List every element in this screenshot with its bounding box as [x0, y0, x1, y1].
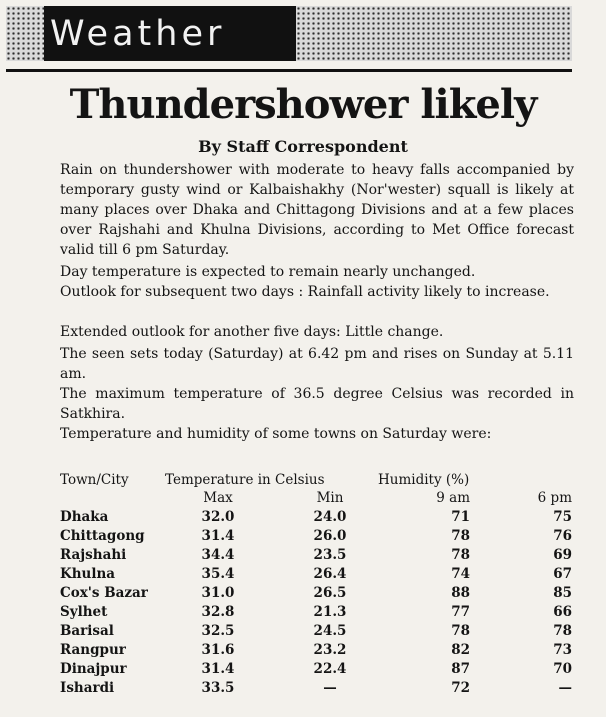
section-banner	[6, 6, 572, 61]
table-row	[60, 546, 580, 565]
article-paragraph-3: Outlook for subsequent two days : Rainfall activity likely to increase.	[60, 284, 550, 300]
cell-humidity-6pm: 78	[553, 623, 572, 639]
cell-humidity-6pm: 67	[553, 566, 572, 582]
cell-max: 33.5	[201, 680, 235, 696]
banner-dot-pattern-left	[6, 6, 44, 61]
article-paragraph-2: Day temperature is expected to remain nearly unchanged.	[60, 264, 476, 280]
article-paragraph-4: Extended outlook for another five days: Little change.	[60, 324, 444, 340]
article-paragraph-5: The seen sets today (Saturday) at 6.42 pm and rises on Sunday at 5.11 am.	[60, 346, 574, 382]
section-title: Weather	[50, 14, 226, 54]
cell-town: Chittagong	[60, 528, 145, 544]
header-humidity: Humidity (%)	[378, 472, 470, 488]
table-row	[60, 622, 580, 641]
table-row	[60, 603, 580, 622]
cell-humidity-9am: 72	[451, 680, 470, 696]
cell-min: 23.5	[313, 547, 347, 563]
article-paragraph-7: Temperature and humidity of some towns on Saturday were:	[60, 426, 492, 442]
cell-humidity-6pm: 73	[553, 642, 572, 658]
table-row	[60, 584, 580, 603]
cell-humidity-9am: 74	[451, 566, 470, 582]
header-temperature: Temperature in Celsius	[165, 472, 325, 488]
header-town: Town/City	[60, 472, 129, 488]
cell-humidity-9am: 78	[451, 623, 470, 639]
cell-town: Ishardi	[60, 680, 115, 696]
cell-max: 32.8	[201, 604, 235, 620]
table-row	[60, 679, 580, 698]
cell-town: Cox's Bazar	[60, 585, 148, 601]
cell-min: 21.3	[313, 604, 347, 620]
cell-min: —	[323, 680, 337, 696]
cell-town: Barisal	[60, 623, 114, 639]
cell-humidity-6pm: —	[558, 680, 572, 696]
headline: Thundershower likely	[69, 81, 537, 128]
cell-town: Sylhet	[60, 604, 108, 620]
cell-humidity-6pm: 75	[553, 509, 572, 525]
cell-max: 31.4	[201, 528, 235, 544]
cell-town: Rajshahi	[60, 547, 127, 563]
cell-humidity-9am: 71	[451, 509, 470, 525]
cell-humidity-9am: 77	[451, 604, 470, 620]
table-row	[60, 660, 580, 679]
divider-rule	[6, 69, 572, 72]
cell-min: 24.5	[313, 623, 347, 639]
table-row	[60, 641, 580, 660]
cell-min: 23.2	[313, 642, 347, 658]
cell-humidity-6pm: 76	[553, 528, 572, 544]
table-row	[60, 527, 580, 546]
cell-max: 31.4	[201, 661, 235, 677]
table-row	[60, 508, 580, 527]
cell-max: 31.0	[201, 585, 235, 601]
cell-humidity-6pm: 66	[553, 604, 572, 620]
article-paragraph-6: The maximum temperature of 36.5 degree Celsius was recorded in Satkhira.	[60, 386, 574, 422]
cell-min: 24.0	[313, 509, 347, 525]
cell-min: 26.0	[313, 528, 347, 544]
cell-min: 22.4	[313, 661, 347, 677]
cell-min: 26.4	[313, 566, 347, 582]
cell-max: 31.6	[201, 642, 235, 658]
banner-dot-pattern-right	[296, 6, 572, 61]
subheader-max: Max	[203, 490, 233, 506]
subheader-6pm: 6 pm	[537, 490, 572, 506]
subheader-min: Min	[316, 490, 344, 506]
cell-humidity-6pm: 70	[553, 661, 572, 677]
cell-max: 32.5	[201, 623, 235, 639]
cell-humidity-6pm: 69	[553, 547, 572, 563]
article-paragraph-1: Rain on thundershower with moderate to heavy falls accompanied by temporary gusty wind or Kalbaishakhy (Nor'wester) squall is likely at many places over Dhaka and Chittagong Divisions and at a few places over Rajshahi and Khulna Divisions, according to Met Office forecast valid till 6 pm Saturday.	[60, 162, 574, 258]
cell-humidity-9am: 78	[451, 528, 470, 544]
cell-humidity-9am: 82	[451, 642, 470, 658]
byline: By Staff Correspondent	[198, 137, 408, 156]
cell-max: 34.4	[201, 547, 235, 563]
cell-humidity-9am: 88	[451, 585, 470, 601]
cell-min: 26.5	[313, 585, 347, 601]
cell-max: 35.4	[201, 566, 235, 582]
cell-humidity-6pm: 85	[553, 585, 572, 601]
cell-humidity-9am: 78	[451, 547, 470, 563]
subheader-9am: 9 am	[436, 490, 470, 506]
cell-humidity-9am: 87	[451, 661, 470, 677]
cell-town: Khulna	[60, 566, 116, 582]
cell-town: Dhaka	[60, 509, 109, 525]
cell-town: Dinajpur	[60, 661, 127, 677]
table-row	[60, 565, 580, 584]
table-subheader-row	[60, 488, 580, 508]
cell-town: Rangpur	[60, 642, 126, 658]
cell-max: 32.0	[201, 509, 235, 525]
table-header-row	[60, 470, 580, 490]
